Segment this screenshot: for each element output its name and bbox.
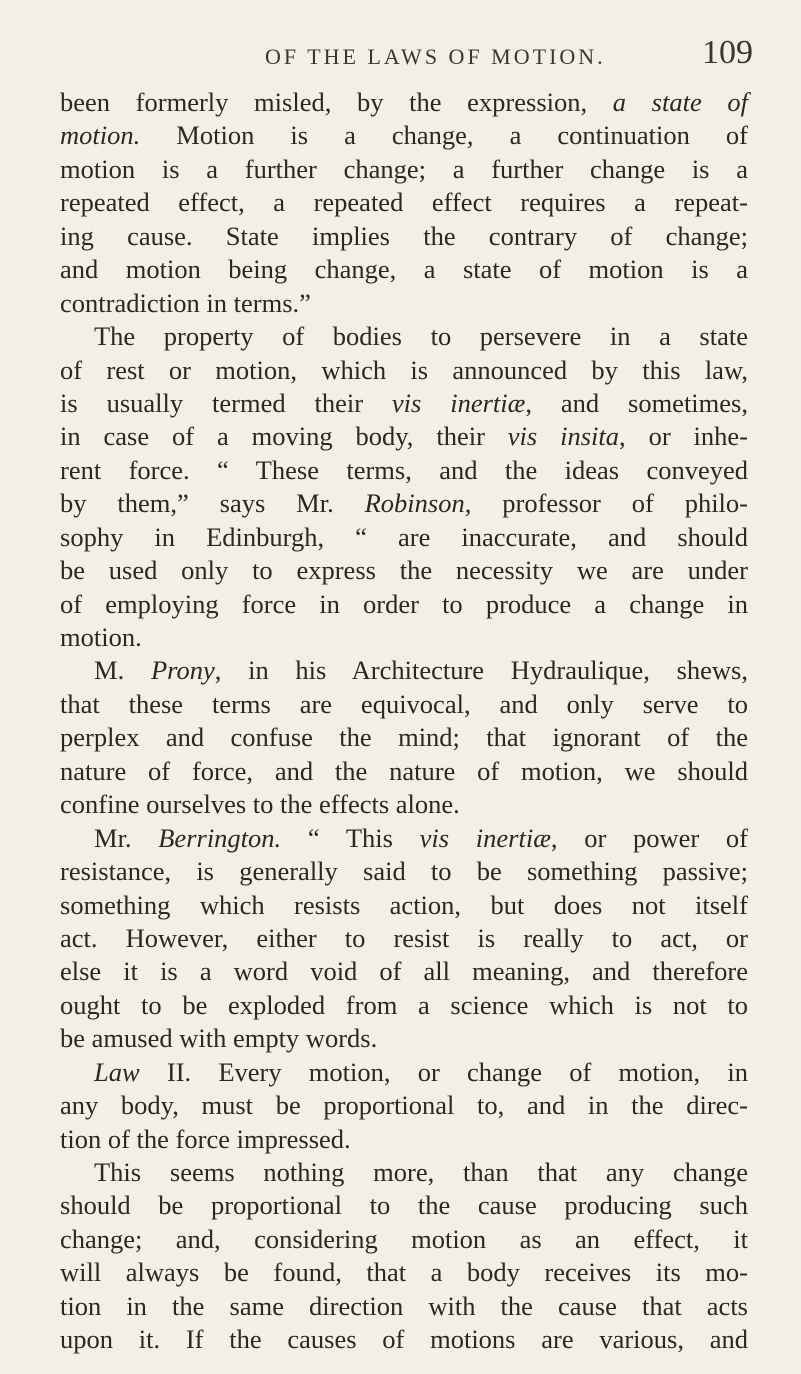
- text-line: is usually termed their vis inertiæ, and sometimes,: [60, 387, 748, 418]
- text-line: repeated effect, a repeated effect requires a repeat-: [60, 187, 748, 218]
- text-line: resistance, is generally said to be something passive;: [60, 856, 748, 887]
- text-line: be amused with empty words.: [60, 1023, 378, 1054]
- text-line: in case of a moving body, their vis insita, or inhe-: [60, 421, 748, 452]
- paragraph-start: Mr. Berrington. “ This vis inertiæ, or power of: [94, 822, 748, 853]
- body-text: [60, 86, 748, 1357]
- text-line: sophy in Edinburgh, “ are inaccurate, and should: [60, 521, 748, 552]
- text-line: should be proportional to the cause producing such: [60, 1190, 748, 1221]
- text-line: nature of force, and the nature of motion, we should: [60, 755, 748, 786]
- text-line: any body, must be proportional to, and in the direc-: [60, 1090, 748, 1121]
- text-line: upon it. If the causes of motions are various, and: [60, 1324, 748, 1355]
- text-line: ing cause. State implies the contrary of change;: [60, 220, 748, 251]
- paragraph-start: This seems nothing more, than that any change: [94, 1157, 748, 1187]
- text-line: act. However, either to resist is really to act, or: [60, 922, 748, 953]
- text-line: ought to be exploded from a science which is not to: [60, 989, 748, 1020]
- text-line: be used only to express the necessity we are under: [60, 555, 748, 586]
- text-line: of rest or motion, which is announced by this law,: [60, 354, 748, 385]
- text-line: motion. Motion is a change, a continuation of: [60, 120, 748, 151]
- text-line: tion in the same direction with the cause that acts: [60, 1290, 748, 1321]
- text-line: motion is a further change; a further change is a: [60, 153, 748, 184]
- text-line: tion of the force impressed.: [60, 1123, 351, 1154]
- page-header: [0, 34, 801, 84]
- text-line: been formerly misled, by the expression, a state of: [60, 87, 748, 117]
- paragraph-start: Law II. Every motion, or change of motion, in: [94, 1056, 748, 1087]
- text-line: and motion being change, a state of motion is a: [60, 254, 748, 285]
- paragraph-start: M. Prony, in his Architecture Hydraulique, shews,: [94, 655, 748, 686]
- running-head: OF THE LAWS OF MOTION.: [265, 44, 606, 69]
- page-number: 109: [702, 34, 753, 71]
- text-line: will always be found, that a body receives its mo-: [60, 1257, 748, 1288]
- paragraph-start: The property of bodies to persevere in a state: [94, 321, 748, 352]
- text-line: change; and, considering motion as an effect, it: [60, 1223, 748, 1254]
- text-line: rent force. “ These terms, and the ideas conveyed: [60, 454, 748, 485]
- text-line: contradiction in terms.”: [60, 287, 311, 318]
- text-line: else it is a word void of all meaning, and therefore: [60, 956, 748, 987]
- text-line: confine ourselves to the effects alone.: [60, 789, 460, 820]
- text-line: perplex and confuse the mind; that ignorant of the: [60, 722, 748, 753]
- text-line: of employing force in order to produce a change in: [60, 588, 748, 619]
- text-line: that these terms are equivocal, and only serve to: [60, 688, 748, 719]
- text-line: by them,” says Mr. Robinson, professor of philo-: [60, 488, 748, 519]
- text-line: something which resists action, but does not itself: [60, 889, 748, 920]
- text-line: motion.: [60, 622, 142, 652]
